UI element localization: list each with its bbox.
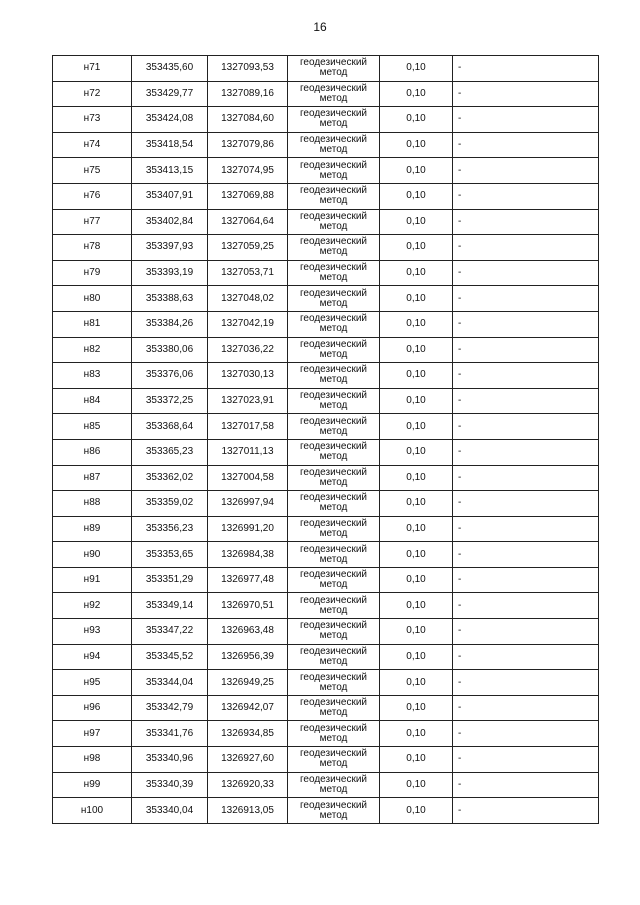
method-cell [288, 132, 380, 158]
method-line-2: метод [319, 604, 348, 616]
note-cell: - [453, 414, 599, 440]
y-coordinate-cell: 1327017,58 [208, 414, 288, 440]
accuracy-cell: 0,10 [380, 56, 453, 82]
method-line-1: геодезический [300, 543, 367, 555]
table-row [53, 388, 599, 414]
accuracy-cell: 0,10 [380, 209, 453, 235]
point-cell: н97 [53, 721, 132, 747]
method-line-1: геодезический [300, 671, 367, 683]
method-cell [288, 209, 380, 235]
y-coordinate-cell: 1326913,05 [208, 798, 288, 824]
x-coordinate-cell: 353424,08 [132, 107, 208, 133]
point-cell: н92 [53, 593, 132, 619]
y-coordinate-cell: 1327093,53 [208, 56, 288, 82]
note-cell: - [453, 260, 599, 286]
method-cell [288, 56, 380, 82]
x-coordinate-cell: 353376,06 [132, 363, 208, 389]
note-cell: - [453, 465, 599, 491]
table-row [53, 670, 599, 696]
method-cell [288, 772, 380, 798]
point-cell: н71 [53, 56, 132, 82]
point-cell: н84 [53, 388, 132, 414]
method-cell [288, 542, 380, 568]
method-line-1: геодезический [300, 262, 367, 274]
method-line-1: геодезический [300, 313, 367, 325]
method-cell [288, 286, 380, 312]
accuracy-cell: 0,10 [380, 695, 453, 721]
note-cell: - [453, 670, 599, 696]
accuracy-cell: 0,10 [380, 337, 453, 363]
method-line-2: метод [319, 67, 348, 79]
method-line-2: метод [319, 681, 348, 693]
method-line-2: метод [319, 374, 348, 386]
accuracy-cell: 0,10 [380, 670, 453, 696]
table-row [53, 542, 599, 568]
y-coordinate-cell: 1326942,07 [208, 695, 288, 721]
point-cell: н91 [53, 567, 132, 593]
accuracy-cell: 0,10 [380, 183, 453, 209]
method-cell [288, 619, 380, 645]
method-line-2: метод [319, 476, 348, 488]
x-coordinate-cell: 353397,93 [132, 235, 208, 261]
method-line-1: геодезический [300, 82, 367, 94]
table-row [53, 439, 599, 465]
point-cell: н77 [53, 209, 132, 235]
table-row [53, 772, 599, 798]
table-row [53, 158, 599, 184]
method-line-2: метод [319, 195, 348, 207]
x-coordinate-cell: 353342,79 [132, 695, 208, 721]
method-cell [288, 337, 380, 363]
table-row [53, 798, 599, 824]
method-line-1: геодезический [300, 441, 367, 453]
x-coordinate-cell: 353435,60 [132, 56, 208, 82]
x-coordinate-cell: 353347,22 [132, 619, 208, 645]
y-coordinate-cell: 1326970,51 [208, 593, 288, 619]
accuracy-cell: 0,10 [380, 132, 453, 158]
note-cell: - [453, 798, 599, 824]
table-row [53, 286, 599, 312]
method-line-2: метод [319, 707, 348, 719]
y-coordinate-cell: 1327084,60 [208, 107, 288, 133]
method-cell [288, 260, 380, 286]
accuracy-cell: 0,10 [380, 158, 453, 184]
method-line-1: геодезический [300, 517, 367, 529]
x-coordinate-cell: 353349,14 [132, 593, 208, 619]
accuracy-cell: 0,10 [380, 619, 453, 645]
method-cell [288, 695, 380, 721]
accuracy-cell: 0,10 [380, 439, 453, 465]
accuracy-cell: 0,10 [380, 81, 453, 107]
point-cell: н81 [53, 311, 132, 337]
point-cell: н96 [53, 695, 132, 721]
x-coordinate-cell: 353345,52 [132, 644, 208, 670]
method-cell [288, 567, 380, 593]
accuracy-cell: 0,10 [380, 772, 453, 798]
note-cell: - [453, 695, 599, 721]
table-row [53, 363, 599, 389]
method-line-1: геодезический [300, 466, 367, 478]
x-coordinate-cell: 353362,02 [132, 465, 208, 491]
y-coordinate-cell: 1327023,91 [208, 388, 288, 414]
accuracy-cell: 0,10 [380, 798, 453, 824]
coordinates-table-body [53, 56, 599, 824]
point-cell: н95 [53, 670, 132, 696]
note-cell: - [453, 388, 599, 414]
table-row [53, 721, 599, 747]
method-line-1: геодезический [300, 645, 367, 657]
table-row [53, 414, 599, 440]
page-number: 16 [313, 20, 327, 34]
accuracy-cell: 0,10 [380, 388, 453, 414]
y-coordinate-cell: 1327059,25 [208, 235, 288, 261]
method-cell [288, 183, 380, 209]
method-line-1: геодезический [300, 185, 367, 197]
method-line-1: геодезический [300, 748, 367, 760]
table-row [53, 183, 599, 209]
method-line-1: геодезический [300, 492, 367, 504]
method-line-2: метод [319, 348, 348, 360]
point-cell: н74 [53, 132, 132, 158]
note-cell: - [453, 81, 599, 107]
method-line-1: геодезический [300, 415, 367, 427]
note-cell: - [453, 235, 599, 261]
method-cell [288, 465, 380, 491]
note-cell: - [453, 567, 599, 593]
x-coordinate-cell: 353353,65 [132, 542, 208, 568]
method-line-2: метод [319, 246, 348, 258]
method-cell [288, 798, 380, 824]
note-cell: - [453, 56, 599, 82]
method-line-1: геодезический [300, 390, 367, 402]
x-coordinate-cell: 353340,96 [132, 747, 208, 773]
method-cell [288, 747, 380, 773]
note-cell: - [453, 158, 599, 184]
accuracy-cell: 0,10 [380, 542, 453, 568]
method-line-2: метод [319, 783, 348, 795]
method-cell [288, 593, 380, 619]
point-cell: н75 [53, 158, 132, 184]
method-line-2: метод [319, 144, 348, 156]
point-cell: н72 [53, 81, 132, 107]
table-row [53, 619, 599, 645]
x-coordinate-cell: 353340,39 [132, 772, 208, 798]
method-line-1: геодезический [300, 159, 367, 171]
accuracy-cell: 0,10 [380, 567, 453, 593]
point-cell: н76 [53, 183, 132, 209]
method-cell [288, 439, 380, 465]
table-row [53, 465, 599, 491]
table-row [53, 260, 599, 286]
accuracy-cell: 0,10 [380, 414, 453, 440]
method-line-2: метод [319, 732, 348, 744]
table-row [53, 695, 599, 721]
method-line-1: геодезический [300, 287, 367, 299]
method-line-1: геодезический [300, 799, 367, 811]
y-coordinate-cell: 1327053,71 [208, 260, 288, 286]
note-cell: - [453, 107, 599, 133]
method-line-1: геодезический [300, 594, 367, 606]
point-cell: н86 [53, 439, 132, 465]
accuracy-cell: 0,10 [380, 311, 453, 337]
y-coordinate-cell: 1326920,33 [208, 772, 288, 798]
method-line-2: метод [319, 169, 348, 181]
method-line-2: метод [319, 118, 348, 130]
accuracy-cell: 0,10 [380, 363, 453, 389]
point-cell: н89 [53, 516, 132, 542]
point-cell: н82 [53, 337, 132, 363]
accuracy-cell: 0,10 [380, 107, 453, 133]
x-coordinate-cell: 353413,15 [132, 158, 208, 184]
method-line-1: геодезический [300, 697, 367, 709]
x-coordinate-cell: 353380,06 [132, 337, 208, 363]
point-cell: н85 [53, 414, 132, 440]
y-coordinate-cell: 1326956,39 [208, 644, 288, 670]
x-coordinate-cell: 353384,26 [132, 311, 208, 337]
method-line-2: метод [319, 655, 348, 667]
point-cell: н99 [53, 772, 132, 798]
table-row [53, 56, 599, 82]
y-coordinate-cell: 1327074,95 [208, 158, 288, 184]
method-cell [288, 414, 380, 440]
point-cell: н79 [53, 260, 132, 286]
y-coordinate-cell: 1326927,60 [208, 747, 288, 773]
y-coordinate-cell: 1327064,64 [208, 209, 288, 235]
method-line-1: геодезический [300, 57, 367, 69]
table-row [53, 516, 599, 542]
note-cell: - [453, 619, 599, 645]
x-coordinate-cell: 353359,02 [132, 491, 208, 517]
accuracy-cell: 0,10 [380, 491, 453, 517]
x-coordinate-cell: 353393,19 [132, 260, 208, 286]
x-coordinate-cell: 353356,23 [132, 516, 208, 542]
point-cell: н87 [53, 465, 132, 491]
note-cell: - [453, 516, 599, 542]
table-row [53, 311, 599, 337]
accuracy-cell: 0,10 [380, 721, 453, 747]
method-line-1: геодезический [300, 773, 367, 785]
point-cell: н94 [53, 644, 132, 670]
method-line-2: метод [319, 297, 348, 309]
note-cell: - [453, 491, 599, 517]
note-cell: - [453, 311, 599, 337]
y-coordinate-cell: 1326984,38 [208, 542, 288, 568]
y-coordinate-cell: 1327048,02 [208, 286, 288, 312]
point-cell: н73 [53, 107, 132, 133]
table-row [53, 567, 599, 593]
x-coordinate-cell: 353341,76 [132, 721, 208, 747]
note-cell: - [453, 286, 599, 312]
table-row [53, 491, 599, 517]
x-coordinate-cell: 353429,77 [132, 81, 208, 107]
method-cell [288, 107, 380, 133]
method-line-2: метод [319, 272, 348, 284]
method-line-1: геодезический [300, 620, 367, 632]
y-coordinate-cell: 1326991,20 [208, 516, 288, 542]
x-coordinate-cell: 353407,91 [132, 183, 208, 209]
table-row [53, 209, 599, 235]
y-coordinate-cell: 1326997,94 [208, 491, 288, 517]
x-coordinate-cell: 353368,64 [132, 414, 208, 440]
note-cell: - [453, 132, 599, 158]
x-coordinate-cell: 353402,84 [132, 209, 208, 235]
note-cell: - [453, 183, 599, 209]
accuracy-cell: 0,10 [380, 516, 453, 542]
accuracy-cell: 0,10 [380, 593, 453, 619]
point-cell: н83 [53, 363, 132, 389]
method-cell [288, 721, 380, 747]
method-line-2: метод [319, 92, 348, 104]
x-coordinate-cell: 353351,29 [132, 567, 208, 593]
y-coordinate-cell: 1326963,48 [208, 619, 288, 645]
note-cell: - [453, 644, 599, 670]
accuracy-cell: 0,10 [380, 235, 453, 261]
y-coordinate-cell: 1327069,88 [208, 183, 288, 209]
note-cell: - [453, 542, 599, 568]
method-cell [288, 311, 380, 337]
x-coordinate-cell: 353365,23 [132, 439, 208, 465]
method-cell [288, 363, 380, 389]
method-line-1: геодезический [300, 210, 367, 222]
point-cell: н98 [53, 747, 132, 773]
x-coordinate-cell: 353388,63 [132, 286, 208, 312]
y-coordinate-cell: 1327079,86 [208, 132, 288, 158]
y-coordinate-cell: 1326977,48 [208, 567, 288, 593]
table-row [53, 747, 599, 773]
point-cell: н93 [53, 619, 132, 645]
method-line-2: метод [319, 579, 348, 591]
method-line-2: метод [319, 220, 348, 232]
method-line-2: метод [319, 527, 348, 539]
method-line-2: метод [319, 502, 348, 514]
note-cell: - [453, 593, 599, 619]
y-coordinate-cell: 1326949,25 [208, 670, 288, 696]
x-coordinate-cell: 353344,04 [132, 670, 208, 696]
y-coordinate-cell: 1327042,19 [208, 311, 288, 337]
note-cell: - [453, 721, 599, 747]
method-line-1: геодезический [300, 364, 367, 376]
x-coordinate-cell: 353418,54 [132, 132, 208, 158]
method-line-2: метод [319, 400, 348, 412]
point-cell: н88 [53, 491, 132, 517]
table-row [53, 107, 599, 133]
method-line-2: метод [319, 425, 348, 437]
x-coordinate-cell: 353340,04 [132, 798, 208, 824]
coordinates-table [52, 55, 599, 824]
method-line-1: геодезический [300, 569, 367, 581]
method-line-2: метод [319, 553, 348, 565]
method-cell [288, 388, 380, 414]
y-coordinate-cell: 1327089,16 [208, 81, 288, 107]
note-cell: - [453, 209, 599, 235]
x-coordinate-cell: 353372,25 [132, 388, 208, 414]
y-coordinate-cell: 1327004,58 [208, 465, 288, 491]
method-line-1: геодезический [300, 722, 367, 734]
method-cell [288, 670, 380, 696]
note-cell: - [453, 439, 599, 465]
method-cell [288, 158, 380, 184]
method-cell [288, 516, 380, 542]
method-cell [288, 644, 380, 670]
method-line-2: метод [319, 451, 348, 463]
point-cell: н80 [53, 286, 132, 312]
method-line-2: метод [319, 758, 348, 770]
table-row [53, 235, 599, 261]
table-row [53, 132, 599, 158]
y-coordinate-cell: 1327036,22 [208, 337, 288, 363]
method-line-2: метод [319, 323, 348, 335]
note-cell: - [453, 363, 599, 389]
y-coordinate-cell: 1327030,13 [208, 363, 288, 389]
table-row [53, 593, 599, 619]
note-cell: - [453, 747, 599, 773]
accuracy-cell: 0,10 [380, 260, 453, 286]
point-cell: н100 [53, 798, 132, 824]
accuracy-cell: 0,10 [380, 747, 453, 773]
point-cell: н90 [53, 542, 132, 568]
accuracy-cell: 0,10 [380, 286, 453, 312]
method-line-2: метод [319, 630, 348, 642]
y-coordinate-cell: 1326934,85 [208, 721, 288, 747]
method-cell [288, 235, 380, 261]
accuracy-cell: 0,10 [380, 465, 453, 491]
note-cell: - [453, 772, 599, 798]
method-line-1: геодезический [300, 236, 367, 248]
method-line-1: геодезический [300, 134, 367, 146]
table-row [53, 644, 599, 670]
method-line-2: метод [319, 809, 348, 821]
table-row [53, 81, 599, 107]
table-row [53, 337, 599, 363]
method-cell [288, 81, 380, 107]
y-coordinate-cell: 1327011,13 [208, 439, 288, 465]
method-line-1: геодезический [300, 108, 367, 120]
point-cell: н78 [53, 235, 132, 261]
accuracy-cell: 0,10 [380, 644, 453, 670]
note-cell: - [453, 337, 599, 363]
method-cell [288, 491, 380, 517]
method-line-1: геодезический [300, 338, 367, 350]
